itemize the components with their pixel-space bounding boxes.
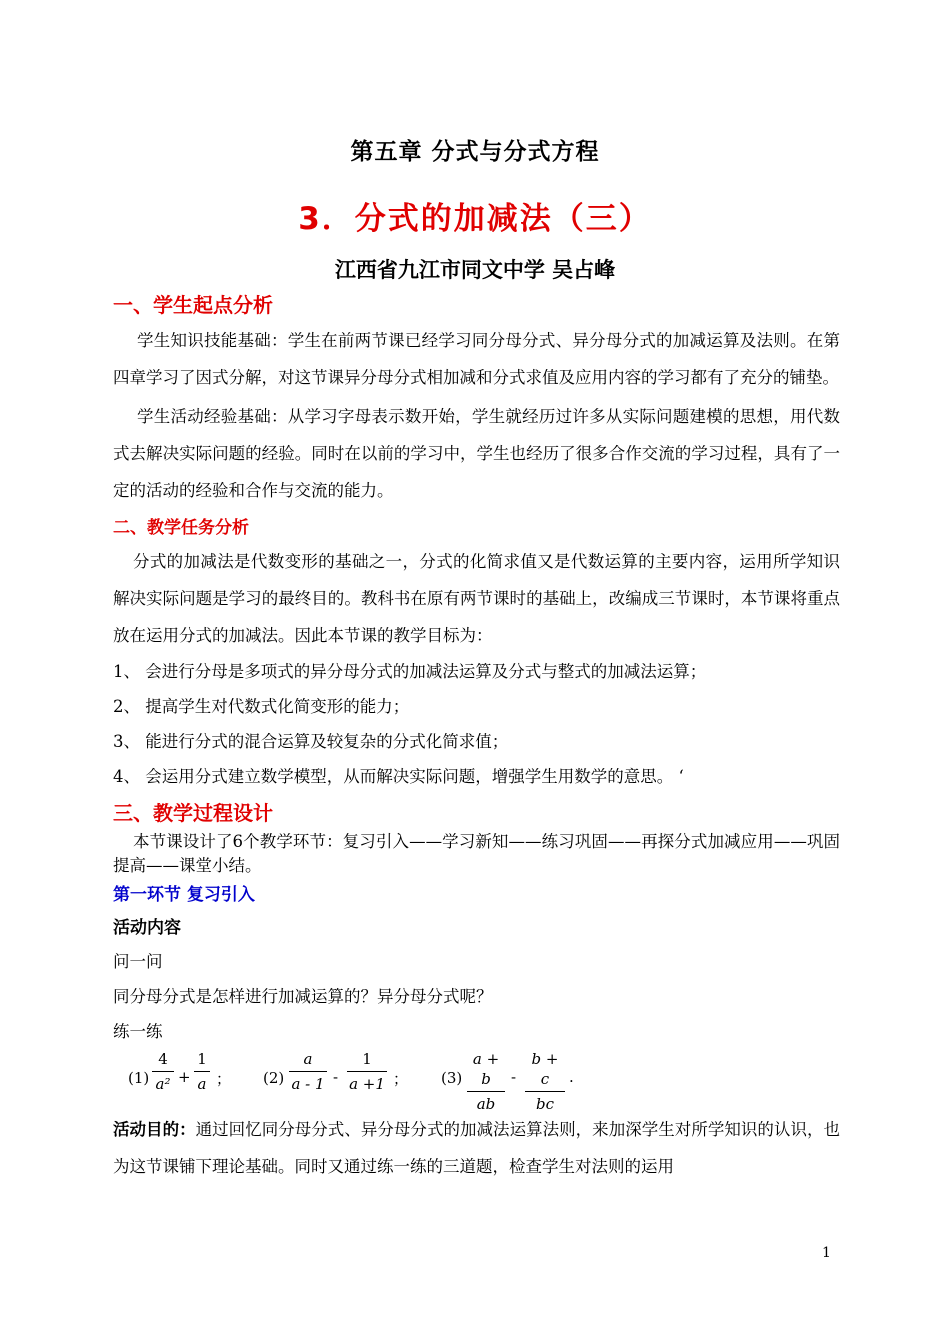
exercise-1-fraction-b: 1 a [194,1049,210,1094]
exercise-1: (1) 4 a² + 1 a ； [128,1050,232,1093]
paragraph-experience-basis: 学生活动经验基础：从学习字母表示数开始，学生就经历过许多从实际问题建模的思想，用代数式去解决实际问题的经验。同时在以前的学习中，学生也经历了很多合作交流的学习过程，具有了一定的活动的经验和合作与交流的能力。 [113,407,840,500]
review-question: 同分母分式是怎样进行加减运算的？异分母分式呢？ [113,987,493,1006]
exercise-2: (2) a a - 1 - 1 a +1 ； [263,1050,409,1093]
exercise-2-fraction-b: 1 a +1 [347,1049,387,1094]
activity-content-label: 活动内容 [113,918,181,938]
goal-item-3: 3、 能进行分式的混合运算及较复杂的分式化简求值； [113,732,509,751]
paragraph-task-analysis: 分式的加减法是代数变形的基础之一，分式的化简求值又是代数运算的主要内容，运用所学知识解决实际问题是学习的最终目的。教科书在原有两节课时的基础上，改编成三节课时，本节课将重点放在运用分式的加减法。因此本节课的教学目标为： [113,552,840,645]
section-heading-1: 一、学生起点分析 [113,293,273,317]
exercise-row [113,1049,840,1111]
step1-heading: 第一环节 复习引入 [113,885,255,905]
activity-purpose-text: 通过回忆同分母分式、异分母分式的加减法运算法则，来加深学生对所学知识的认识，也为这节课铺下理论基础。同时又通过练一练的三道题，检查学生对法则的运用 [113,1120,841,1176]
author-line: 江西省九江市同文中学 吴占峰 [334,258,616,282]
chapter-title: 第五章 分式与分式方程 [350,139,600,165]
exercise-3-fraction-b: b + c bc [525,1049,565,1114]
activity-purpose [113,1111,840,1185]
section-heading-2: 二、教学任务分析 [113,518,249,538]
exercise-1-label: (1) [128,1069,150,1087]
practice-label: 练一练 [113,1022,163,1041]
exercise-3-label: (3) [441,1069,463,1087]
lesson-title: 3．分式的加减法（三） [298,201,652,237]
paragraph-process-overview: 本节课设计了6个教学环节：复习引入——学习新知——练习巩固——再探分式加减应用——巩固提高——课堂小结。 [113,832,840,875]
paragraph-knowledge-basis: 学生知识技能基础：学生在前两节课已经学习同分母分式、异分母分式的加减运算及法则。在第四章学习了因式分解，对这节课异分母分式相加减和分式求值及应用内容的学习都有了充分的铺垫。 [113,331,840,387]
exercise-1-fraction-a: 4 a² [152,1049,174,1094]
exercise-3-fraction-a: a + b ab [467,1049,505,1114]
document-body [113,288,840,1185]
goal-item-4: 4、 会运用分式建立数学模型，从而解决实际问题，增强学生用数学的意思。 ‘ [113,767,684,786]
goal-item-2: 2、 提高学生对代数式化简变形的能力； [113,697,410,716]
goal-item-1: 1、 会进行分母是多项式的异分母分式的加减法运算及分式与整式的加减法运算； [113,662,707,681]
exercise-2-label: (2) [263,1069,285,1087]
ask-label: 问一问 [113,952,163,971]
section-heading-3: 三、教学过程设计 [113,801,273,825]
activity-purpose-label: 活动目的： [113,1120,196,1139]
exercise-2-fraction-a: a a - 1 [289,1049,327,1094]
page-number: 1 [822,1245,831,1261]
exercise-3: (3) a + b ab - b + c bc . [441,1050,574,1113]
